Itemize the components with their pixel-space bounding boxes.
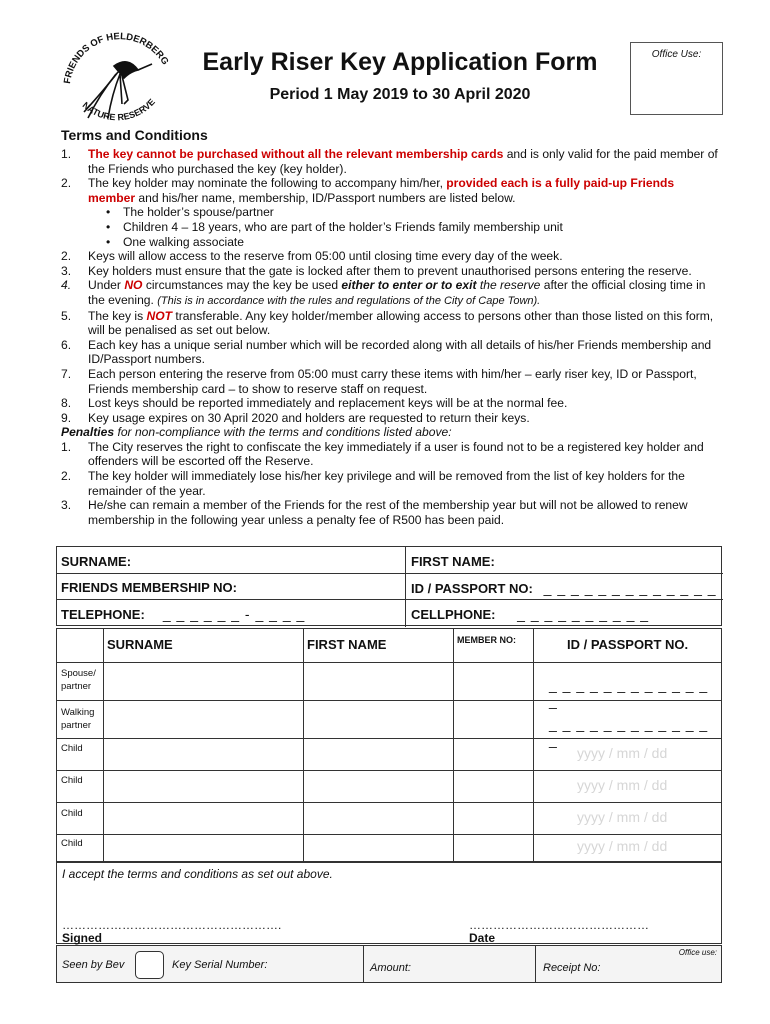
- penalties-heading: Penalties for non-compliance with the terms and conditions listed above:: [61, 425, 452, 440]
- row-label: Child: [61, 743, 83, 754]
- signature-line[interactable]: ……………………………………………….: [62, 918, 282, 932]
- page-subtitle: Period 1 May 2019 to 30 April 2020: [269, 86, 531, 103]
- page-title: Early Riser Key Application Form: [202, 48, 598, 76]
- signed-label: Signed: [62, 931, 103, 945]
- seen-by-checkbox[interactable]: [135, 951, 164, 979]
- term-item: 5. The key is NOT transferable. Any key holder/member allowing access to persons other than those listed on this form, will be penalised as set out below.: [61, 308, 714, 338]
- id-passport-field[interactable]: ID / PASSPORT NO: _ _ _ _ _ _ _ _ _ _ _ _ _: [411, 580, 717, 596]
- term-item: 7. Each person entering the reserve from 05:00 must carry these items with him/her – early riser key, ID or Passport, Friends membership card – to show to reserve staff on request.: [61, 366, 697, 396]
- date-line[interactable]: ………………………………………: [469, 918, 649, 932]
- dob-entry[interactable]: yyyy / mm / dd: [577, 745, 668, 761]
- logo-bottom-text: NATURE RESERVE: [80, 96, 157, 123]
- office-use-row: [56, 945, 722, 983]
- term-item: 9. Key usage expires on 30 April 2020 and holders are requested to return their keys.: [61, 410, 530, 425]
- cellphone-field[interactable]: CELLPHONE: _ _ _ _ _ _ _ _ _ _: [411, 606, 650, 622]
- row-label: Child: [61, 775, 83, 786]
- row-label: Child: [61, 838, 83, 849]
- dob-entry[interactable]: yyyy / mm / dd: [577, 838, 668, 854]
- term-item: 8. Lost keys should be reported immediately and replacement keys will be at the normal fee.: [61, 396, 568, 411]
- acceptance-text: I accept the terms and conditions as set out above.: [62, 867, 333, 881]
- id-entry[interactable]: _ _ _ _ _ _ _ _ _ _ _ _ _: [549, 677, 709, 709]
- office-use-label: Office Use:: [651, 49, 702, 60]
- col-header-surname: SURNAME: [107, 637, 173, 652]
- surname-field[interactable]: SURNAME:: [61, 554, 132, 569]
- serial-label: Key Serial Number:: [172, 959, 268, 971]
- first-name-field[interactable]: FIRST NAME:: [411, 554, 495, 569]
- dob-entry[interactable]: yyyy / mm / dd: [577, 809, 668, 825]
- applicant-details: [56, 546, 722, 626]
- term-item: 3. Key holders must ensure that the gate is locked after them to prevent unauthorised persons entering the reserve.: [61, 263, 692, 278]
- bullet-item: • One walking associate: [106, 234, 245, 249]
- bullet-item: • Children 4 – 18 years, who are part of the holder’s Friends family membership unit: [106, 219, 563, 234]
- term-item: 2. Keys will allow access to the reserve from 05:00 until closing time every day of the week.: [61, 249, 563, 264]
- terms-list: [61, 147, 721, 527]
- bullet-item: • The holder’s spouse/partner: [106, 205, 274, 220]
- telephone-field[interactable]: TELEPHONE: _ _ _ _ _ _ - _ _ _ _: [61, 606, 306, 622]
- col-header-id-passport: ID / PASSPORT NO.: [567, 637, 689, 652]
- membership-number-field[interactable]: FRIENDS MEMBERSHIP NO:: [61, 580, 237, 595]
- col-header-first-name: FIRST NAME: [307, 637, 387, 652]
- term-item: 2. The key holder may nominate the following to accompany him/her, provided each is a fully paid-up Friends member and his/her name, membership, ID/Passport numbers are listed below.: [61, 176, 675, 205]
- penalty-item: 3. He/she can remain a member of the Friends for the rest of the membership year but will not be allowed to renew membership in the following year unless a penalty fee of R500 has been paid.: [61, 498, 688, 527]
- amount-label: Amount:: [370, 962, 411, 974]
- id-entry[interactable]: _ _ _ _ _ _ _ _ _ _ _ _ _: [549, 716, 709, 748]
- office-use-small-label: Office use:: [678, 948, 717, 957]
- office-use-box: [630, 42, 723, 115]
- term-item: 1. The key cannot be purchased without all the relevant membership cards and is only valid for the paid member of the Friends who purchased the key (key holder).: [61, 147, 718, 176]
- dob-entry[interactable]: yyyy / mm / dd: [577, 777, 668, 793]
- members-table: [56, 628, 722, 862]
- row-label: Spouse/ partner: [61, 668, 96, 692]
- row-label: Walking partner: [61, 707, 95, 731]
- penalty-item: 2. The key holder will immediately lose his/her key privilege and will be removed from the list of key holders for the remainder of the year.: [61, 469, 685, 498]
- row-label: Child: [61, 808, 83, 819]
- term-item: 6. Each key has a unique serial number which will be recorded along with all details of his/her Friends membership and ID/Passport numbers.: [61, 337, 712, 367]
- term-item: 4. Under NO circumstances may the key be used either to enter or to exit the reserve after the official closing time in the evening. (This is in accordance with the rules and regulations of the City of Cape Town).: [61, 278, 706, 307]
- acceptance-box: [56, 862, 722, 944]
- col-header-member-no: MEMBER NO:: [457, 635, 516, 645]
- logo-top-text: FRIENDS OF HELDERBERG: [62, 31, 171, 85]
- seen-by-label: Seen by Bev: [62, 959, 125, 971]
- receipt-label: Receipt No:: [543, 962, 601, 974]
- date-label: Date: [469, 931, 496, 945]
- penalty-item: 1. The City reserves the right to confiscate the key immediately if a user is found not to be a registered key holder and offenders will be escorted off the Reserve.: [61, 439, 704, 469]
- terms-heading: Terms and Conditions: [61, 127, 208, 143]
